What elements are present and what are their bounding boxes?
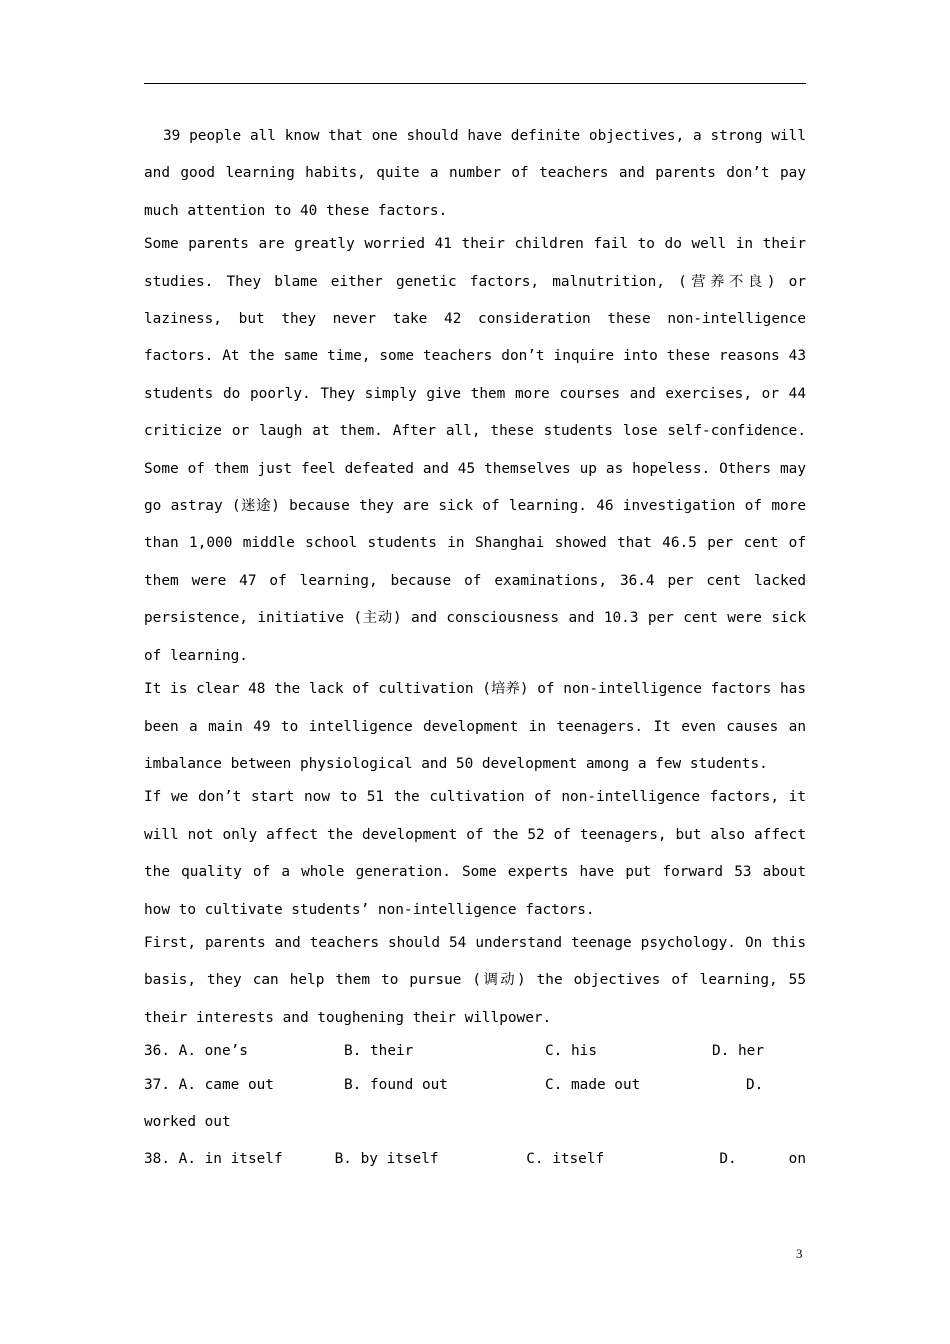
passage-paragraph-1: 39 people all know that one should have definite objectives, a strong will and good learning habits, quite a number of teachers and parents don’t pay much attention to 40 these factors.: [144, 128, 806, 219]
option-38-b: B. by itself: [334, 1151, 439, 1168]
option-37-b: B. found out: [344, 1076, 448, 1093]
option-38-d: [685, 1141, 806, 1174]
option-row-36: [144, 1033, 806, 1066]
document-body: [144, 118, 806, 1175]
passage-paragraph-2: Some parents are greatly worried 41 their children fail to do well in their studies. They blame either genetic factors, malnutrition, (营养不良) or laziness, but they never take 42 consideration these non-intelligence factors. At the same time, some teachers don’t inquire into these reasons 43 students do poorly. They simply give them more courses and exercises, or 44 criticize or laugh at them. After all, these students lose self-confidence. Some of them just feel defeated and 45 themselves up as hopeless. Others may go astray (迷途) because they are sick of learning. 46 investigation of more than 1,000 middle school students in Shanghai showed that 46.5 per cent of them were 47 of learning, because of examinations, 36.4 per cent lacked persistence, initiative (主动) and consciousness and 10.3 per cent were sick of learning.: [144, 236, 806, 664]
option-36-c: C. his: [545, 1043, 597, 1060]
option-38-c: C. itself: [526, 1151, 605, 1168]
option-37-d-text: worked out: [144, 1113, 231, 1130]
option-row-37: [144, 1067, 806, 1142]
passage-paragraph-4: If we don’t start now to 51 the cultivation of non-intelligence factors, it will not only affect the development of the 52 of teenagers, but also affect the quality of a whole generation. Some experts have put forward 53 about how to cultivate students’ non-intelligence factors.: [144, 789, 806, 918]
answer-options: [144, 1033, 806, 1175]
option-37-d-label: D.: [746, 1076, 764, 1093]
option-37-d: [712, 1067, 806, 1104]
option-37-a: 37. A. came out: [144, 1076, 274, 1093]
option-38-d-label: D. on: [719, 1151, 807, 1168]
passage-paragraph-5: First, parents and teachers should 54 understand teenage psychology. On this basis, they can help them to pursue (调动) the objectives of learning, 55 their interests and toughening their willpower.: [144, 934, 806, 1026]
page-number: 3: [796, 1246, 803, 1261]
option-36-b: B. their: [344, 1043, 414, 1060]
passage-paragraph-3: It is clear 48 the lack of cultivation (培养) of non-intelligence factors has been a main 49 to intelligence development in teenagers. It even causes an imbalance between physiological and 50 development among a few students.: [144, 681, 806, 772]
option-38-a: 38. A. in itself: [144, 1151, 283, 1168]
option-37-c: C. made out: [545, 1076, 641, 1093]
header-rule: [144, 83, 806, 84]
option-36-a: 36. A. one’s: [144, 1043, 248, 1060]
option-36-d: D. her: [712, 1043, 764, 1060]
option-row-38: [144, 1141, 806, 1174]
